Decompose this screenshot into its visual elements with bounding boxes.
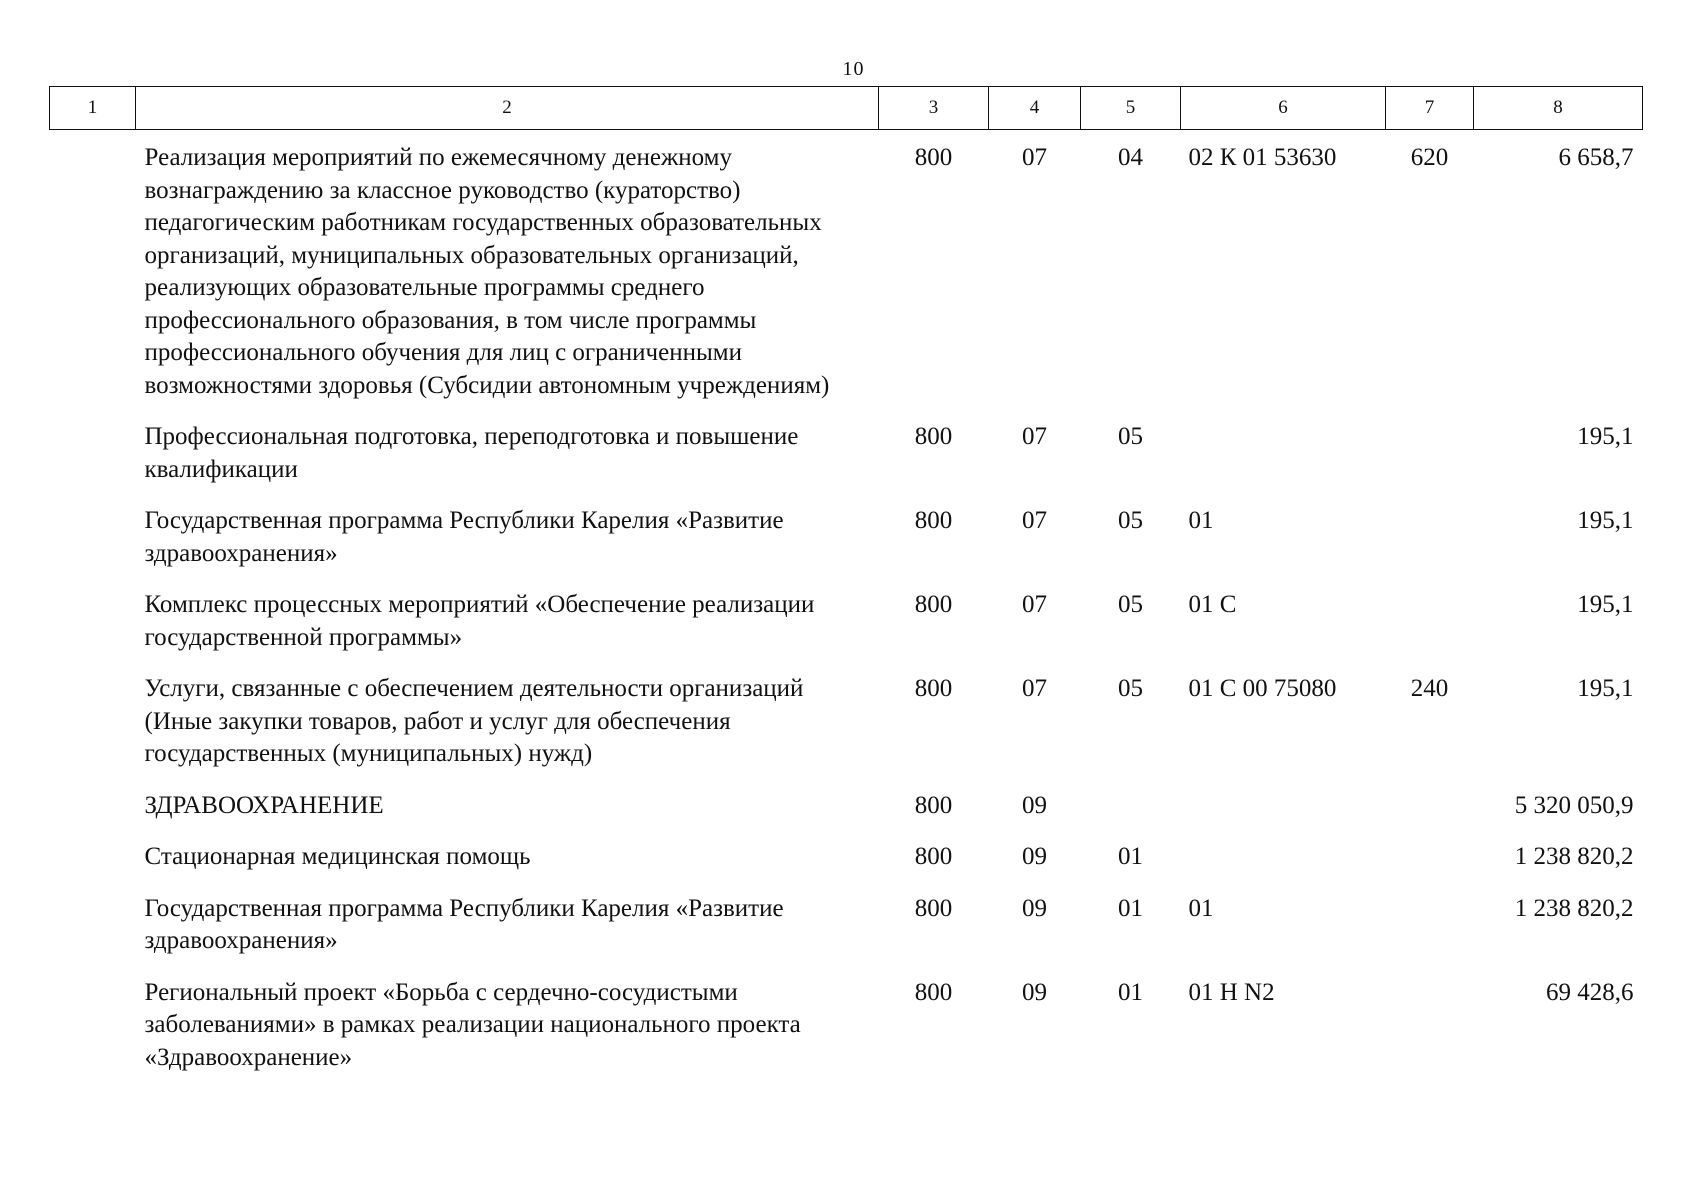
code-col4: 09 — [1022, 978, 1047, 1006]
row-name: Стационарная медицинская помощь — [144, 843, 531, 870]
code-col4: 07 — [1022, 423, 1047, 450]
row-number-cell — [50, 830, 136, 882]
amount: 195,1 — [1577, 675, 1634, 702]
column-header: 2 — [136, 87, 879, 130]
code-col7 — [1386, 494, 1474, 578]
code-col4: 09 — [1022, 791, 1047, 819]
code-col4: 07 — [1022, 507, 1047, 534]
code-col7: 240 — [1410, 675, 1449, 702]
row-name: Региональный проект «Борьба с сердечно-сосудистыми заболеваниями» в рамках реализации национального проекта «Здравоохранение» — [144, 978, 801, 1071]
code-col7 — [1386, 779, 1474, 831]
table-row — [50, 882, 1643, 966]
row-number-cell — [50, 662, 136, 779]
code-col4: 07 — [1022, 675, 1047, 702]
row-number-cell — [50, 882, 136, 966]
table-header — [50, 87, 1643, 130]
code-col5: 05 — [1118, 591, 1143, 618]
code-col3: 800 — [914, 144, 953, 171]
table-row — [50, 494, 1643, 578]
column-header: 7 — [1386, 87, 1474, 130]
amount: 69 428,6 — [1546, 978, 1634, 1006]
code-col3: 800 — [914, 591, 953, 618]
row-number-cell — [50, 578, 136, 662]
code-col5: 05 — [1118, 675, 1143, 702]
row-number-cell — [50, 966, 136, 1083]
table-row — [50, 578, 1643, 662]
row-number-cell — [50, 494, 136, 578]
code-col7 — [1386, 410, 1474, 494]
code-col3: 800 — [914, 978, 953, 1006]
code-col5: 01 — [1118, 978, 1143, 1006]
row-number-cell — [50, 410, 136, 494]
table-row — [50, 830, 1643, 882]
amount: 1 238 820,2 — [1514, 843, 1634, 870]
row-name: ЗДРАВООХРАНЕНИЕ — [144, 791, 384, 819]
row-number-cell — [50, 130, 136, 411]
page-number: 10 — [842, 58, 865, 80]
row-number-cell — [50, 779, 136, 831]
code-col5: 05 — [1118, 423, 1143, 450]
column-header: 3 — [879, 87, 989, 130]
column-header: 4 — [989, 87, 1081, 130]
column-header: 1 — [50, 87, 136, 130]
code-col4: 07 — [1022, 591, 1047, 618]
amount: 195,1 — [1577, 507, 1634, 534]
amount: 5 320 050,9 — [1514, 791, 1634, 819]
code-col6 — [1181, 410, 1386, 494]
code-col6: 02 К 01 53630 — [1188, 144, 1337, 171]
code-col7: 620 — [1410, 144, 1449, 171]
code-col4: 09 — [1022, 894, 1047, 922]
amount: 195,1 — [1577, 423, 1634, 450]
code-col5 — [1081, 779, 1181, 831]
amount: 6 658,7 — [1558, 144, 1634, 171]
table-row — [50, 130, 1643, 411]
code-col5: 05 — [1118, 507, 1143, 534]
code-col4: 07 — [1022, 144, 1047, 171]
code-col6 — [1181, 830, 1386, 882]
code-col3: 800 — [914, 675, 953, 702]
code-col4: 09 — [1022, 843, 1047, 870]
code-col6: 01 — [1188, 507, 1214, 534]
code-col7 — [1386, 882, 1474, 966]
code-col3: 800 — [914, 843, 953, 870]
table-row — [50, 779, 1643, 831]
code-col6 — [1181, 779, 1386, 831]
row-name: Комплекс процессных мероприятий «Обеспечение реализации государственной программы» — [144, 591, 815, 651]
code-col5: 01 — [1118, 894, 1143, 922]
code-col3: 800 — [914, 423, 953, 450]
code-col5: 01 — [1118, 843, 1143, 870]
code-col6: 01 — [1188, 894, 1214, 922]
column-header: 5 — [1081, 87, 1181, 130]
column-header: 8 — [1474, 87, 1643, 130]
table-row — [50, 966, 1643, 1083]
budget-table — [49, 86, 1643, 1082]
code-col7 — [1386, 830, 1474, 882]
table-row — [50, 410, 1643, 494]
amount: 195,1 — [1577, 591, 1634, 618]
row-name: Реализация мероприятий по ежемесячному денежному вознаграждению за классное руководство (кураторство) педагогическим работникам государственных образовательных организаций, муниципальных образовательных организаций, реализующих образовательные программы среднего профессионального образования, в том числе программы профессионального обучения для лиц с ограниченными возможностями здоровья (Субсидии автономным учреждениям) — [144, 144, 830, 399]
code-col7 — [1386, 966, 1474, 1083]
code-col7 — [1386, 578, 1474, 662]
amount: 1 238 820,2 — [1514, 894, 1634, 922]
column-header: 6 — [1181, 87, 1386, 130]
code-col6: 01 С — [1188, 591, 1237, 618]
row-name: Государственная программа Республики Карелия «Развитие здравоохранения» — [144, 507, 784, 567]
row-name: Государственная программа Республики Карелия «Развитие здравоохранения» — [144, 894, 784, 954]
code-col5: 04 — [1118, 144, 1143, 171]
row-name: Услуги, связанные с обеспечением деятельности организаций (Иные закупки товаров, работ и услуг для обеспечения государственных (муниципальных) нужд) — [144, 675, 804, 767]
row-name: Профессиональная подготовка, переподготовка и повышение квалификации — [144, 423, 799, 483]
code-col6: 01 Н N2 — [1188, 978, 1275, 1006]
table-row — [50, 662, 1643, 779]
code-col3: 800 — [914, 894, 953, 922]
code-col3: 800 — [914, 507, 953, 534]
code-col6: 01 С 00 75080 — [1188, 675, 1337, 702]
code-col3: 800 — [914, 791, 953, 819]
